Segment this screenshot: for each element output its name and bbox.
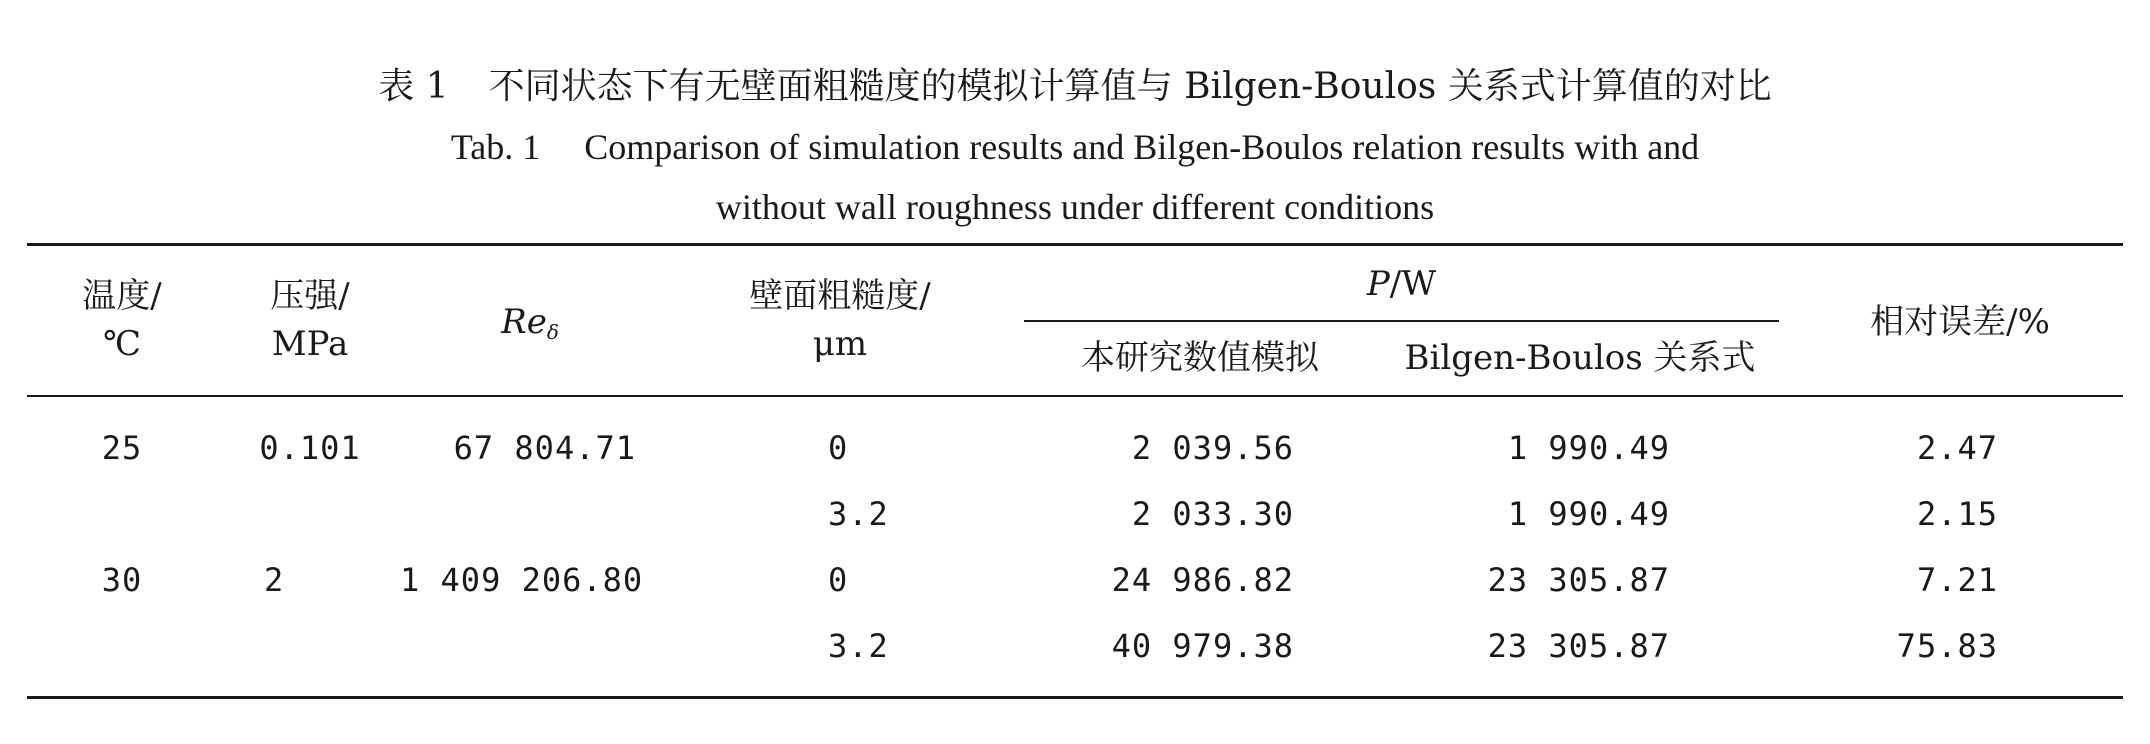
row1-bilgen-boulos: 1 990.49: [1507, 429, 1670, 467]
header-relative-error: 相对误差/%: [1870, 302, 2050, 342]
header-power-group: [1024, 260, 1779, 308]
table-caption-cn: [0, 62, 2150, 112]
row1-temperature: 25: [101, 429, 143, 467]
row2-relative-error: 2.15: [1916, 495, 1998, 533]
row3-roughness: 0: [828, 561, 849, 599]
header-temperature-line2: ℃: [102, 324, 142, 364]
bottom-rule: [27, 696, 2123, 699]
row3-reynolds: 1 409 206.80: [400, 561, 644, 599]
header-reynolds-sub: δ: [546, 320, 559, 344]
header-power-unit: /W: [1389, 264, 1437, 304]
row1-simulation: 2 039.56: [1131, 429, 1294, 467]
header-roughness-line1: 壁面粗糙度/: [749, 276, 931, 316]
row2-simulation: 2 033.30: [1131, 495, 1294, 533]
top-rule: [27, 243, 2123, 246]
table-title-cn: 不同状态下有无壁面粗糙度的模拟计算值与 Bilgen-Boulos 关系式计算值的对比: [488, 66, 1772, 107]
power-group-rule: [1024, 320, 1779, 322]
header-roughness-line2: μm: [812, 324, 868, 364]
table-title-en-line2: without wall roughness under different conditions: [715, 187, 1435, 227]
table-number-cn: 表 1: [378, 66, 449, 107]
table-caption-en-line1: [0, 122, 2150, 172]
row1-pressure: 0.101: [259, 429, 361, 467]
row3-pressure: 2: [264, 561, 285, 599]
header-pressure-line2: MPa: [271, 324, 349, 364]
header-rule: [27, 395, 2123, 397]
table-title-en-line1: Comparison of simulation results and Bilgen-Boulos relation results with and: [584, 127, 1700, 167]
header-power-bilgen-boulos: Bilgen-Boulos 关系式: [1404, 338, 1756, 378]
row4-relative-error: 75.83: [1896, 627, 1998, 665]
header-pressure-line1: 压强/: [270, 276, 350, 316]
row3-bilgen-boulos: 23 305.87: [1487, 561, 1670, 599]
row4-roughness: 3.2: [828, 627, 889, 665]
row1-roughness: 0: [828, 429, 849, 467]
row1-relative-error: 2.47: [1916, 429, 1998, 467]
header-roughness: [700, 272, 980, 368]
row4-simulation: 40 979.38: [1111, 627, 1294, 665]
row4-bilgen-boulos: 23 305.87: [1487, 627, 1670, 665]
row2-bilgen-boulos: 1 990.49: [1507, 495, 1670, 533]
header-power-simulation: 本研究数值模拟: [1081, 338, 1319, 378]
header-reynolds-main: Re: [501, 302, 547, 342]
row1-reynolds: 67 804.71: [453, 429, 636, 467]
header-pressure: [240, 272, 380, 368]
header-power-symbol: P: [1366, 264, 1390, 304]
row3-temperature: 30: [101, 561, 143, 599]
row3-relative-error: 7.21: [1916, 561, 1998, 599]
row2-roughness: 3.2: [828, 495, 889, 533]
header-reynolds: [440, 298, 620, 356]
row3-simulation: 24 986.82: [1111, 561, 1294, 599]
header-temperature: [52, 272, 192, 368]
table-number-en: Tab. 1: [450, 127, 541, 167]
header-temperature-line1: 温度/: [82, 276, 162, 316]
